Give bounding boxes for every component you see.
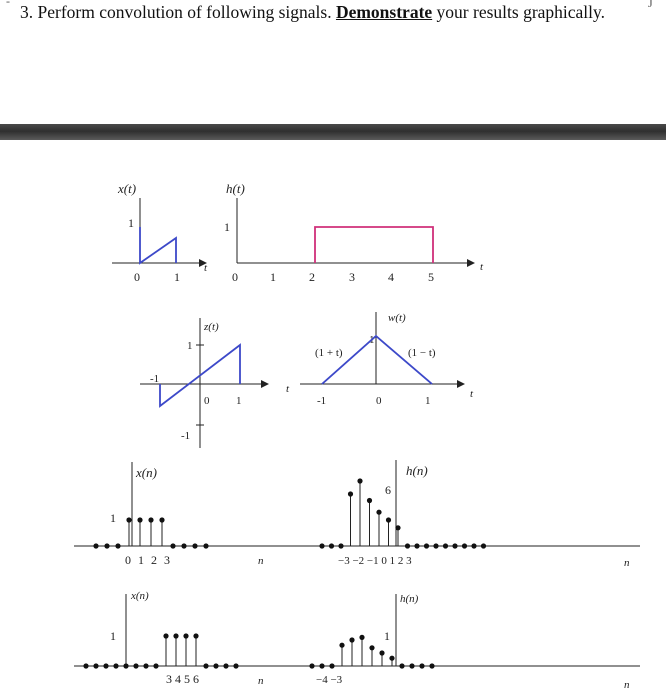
xn2-sample	[183, 633, 188, 638]
wt-left-expr: (1 + t)	[315, 347, 343, 359]
xt-tick-0: 0	[134, 270, 140, 284]
hn2-sample	[359, 635, 364, 640]
question-body: Perform convolution of following signals.	[37, 2, 336, 22]
ht-pulse	[315, 227, 433, 263]
hn2-label: h(n)	[400, 593, 419, 605]
xn-ticks: 0 1 2 3	[125, 553, 172, 567]
xn-sample	[115, 543, 120, 548]
wt-label: w(t)	[388, 312, 406, 324]
hn-sample	[357, 478, 362, 483]
xn2-sample	[163, 633, 168, 638]
wt-right-expr: (1 − t)	[408, 347, 436, 359]
question-end: your results graphically.	[432, 2, 606, 22]
xt-t-label: t	[204, 262, 208, 274]
hn-six-tick: 6	[385, 483, 391, 497]
hn-sample	[405, 543, 410, 548]
wt-t-label: t	[470, 388, 474, 400]
xn2-sample	[143, 663, 148, 668]
question-number: 3.	[20, 2, 34, 22]
xn-one-tick: 1	[110, 511, 116, 525]
hn-sample	[424, 543, 429, 548]
ht-tick-5: 5	[428, 270, 434, 284]
hn2-one-tick: 1	[384, 629, 390, 643]
hn2-sample	[329, 663, 334, 668]
xn-sample	[104, 543, 109, 548]
xn-sample	[181, 543, 186, 548]
xn2-stems	[83, 633, 238, 668]
ht-label: h(t)	[226, 181, 245, 196]
hn-sample	[395, 525, 400, 530]
hn-sample	[433, 543, 438, 548]
hn-sample	[386, 517, 391, 522]
xn2-one-tick: 1	[110, 629, 116, 643]
hn-sample	[414, 543, 419, 548]
hn-sample	[367, 498, 372, 503]
zt-tick-0: 0	[204, 395, 210, 407]
xn-n-label: n	[258, 555, 264, 567]
ht-tick-1: 1	[270, 270, 276, 284]
hn-ticks: −3 −2 −1 0 1 2 3	[338, 555, 412, 567]
hn-stems	[319, 478, 486, 548]
hn2-sample	[429, 663, 434, 668]
hn2-sample	[389, 656, 394, 661]
xn2-sample	[113, 663, 118, 668]
top-edge-mark-right: J	[648, 0, 653, 10]
xn2-sample	[133, 663, 138, 668]
xt-one-tick: 1	[128, 216, 134, 230]
ht-tick-4: 4	[388, 270, 394, 284]
hn2-sample	[399, 663, 404, 668]
xt-tick-1: 1	[174, 270, 180, 284]
zt-ytick-m1: -1	[181, 430, 191, 442]
panel-ramp-triangle	[140, 312, 474, 448]
xn-label: x(n)	[136, 465, 157, 480]
xn2-n-label: n	[258, 675, 264, 687]
hn2-sample	[379, 650, 384, 655]
hn-sample	[329, 543, 334, 548]
hn-label: h(n)	[406, 463, 428, 478]
xn2-sample	[153, 663, 158, 668]
hn2-n-label: n	[624, 679, 630, 691]
xn-sample	[137, 517, 142, 522]
ht-tick-3: 3	[349, 270, 355, 284]
xn2-sample	[123, 663, 128, 668]
xn-sample	[93, 543, 98, 548]
xn-sample	[192, 543, 197, 548]
xn-sample	[203, 543, 208, 548]
hn2-sample	[409, 663, 414, 668]
xn2-ticks: 3 4 5 6	[166, 672, 199, 686]
hn-sample	[348, 491, 353, 496]
xn-sample	[159, 517, 164, 522]
xn-sample	[126, 517, 131, 522]
ht-tick-0: 0	[232, 270, 238, 284]
ht-one-tick: 1	[224, 220, 230, 234]
wt-triangle	[322, 336, 432, 384]
xn2-sample	[223, 663, 228, 668]
xn2-sample	[233, 663, 238, 668]
hn-sample	[462, 543, 467, 548]
xn2-sample	[213, 663, 218, 668]
ht-t-label: t	[480, 261, 484, 273]
hn2-sample	[319, 663, 324, 668]
wt-tick-m1: -1	[317, 395, 327, 407]
xt-waveform	[140, 227, 176, 263]
hn-sample	[338, 543, 343, 548]
wt-tick-1: 1	[425, 395, 431, 407]
wt-one-tick: 1	[369, 334, 375, 346]
xn2-label: x(n)	[131, 590, 149, 602]
xt-label: x(t)	[118, 181, 137, 196]
panel-discrete-signals	[74, 460, 640, 569]
hn2-sample	[349, 637, 354, 642]
top-edge-mark-left: -	[6, 0, 10, 8]
xn2-sample	[83, 663, 88, 668]
wt-tick-0: 0	[376, 395, 382, 407]
panel-continuous-signals	[112, 181, 484, 284]
hn-n-label: n	[624, 557, 630, 569]
hn2-sample	[419, 663, 424, 668]
xn-sample	[170, 543, 175, 548]
zt-tick-1: 1	[236, 395, 242, 407]
xn2-sample	[193, 633, 198, 638]
hn2-stems	[309, 635, 434, 669]
zt-tick-m1: -1	[150, 373, 160, 385]
hn2-sample	[339, 643, 344, 648]
xn-sample	[148, 517, 153, 522]
zt-ytick-1: 1	[187, 340, 193, 352]
hn-sample	[481, 543, 486, 548]
zt-label: z(t)	[204, 321, 219, 333]
hn2-sample	[309, 663, 314, 668]
zt-t-label: t	[286, 383, 290, 395]
panel-shifted-discrete-signals	[74, 590, 640, 691]
hn-sample	[319, 543, 324, 548]
question-emphasis: Demonstrate	[335, 2, 433, 22]
hn-sample	[443, 543, 448, 548]
xn2-sample	[203, 663, 208, 668]
hn-sample	[452, 543, 457, 548]
hn2-ticks: −4 −3	[316, 674, 343, 686]
xn2-sample	[103, 663, 108, 668]
hn-sample	[376, 510, 381, 515]
hn-sample	[471, 543, 476, 548]
xn2-sample	[93, 663, 98, 668]
ht-tick-2: 2	[309, 270, 315, 284]
hn2-sample	[369, 645, 374, 650]
xn2-sample	[173, 633, 178, 638]
